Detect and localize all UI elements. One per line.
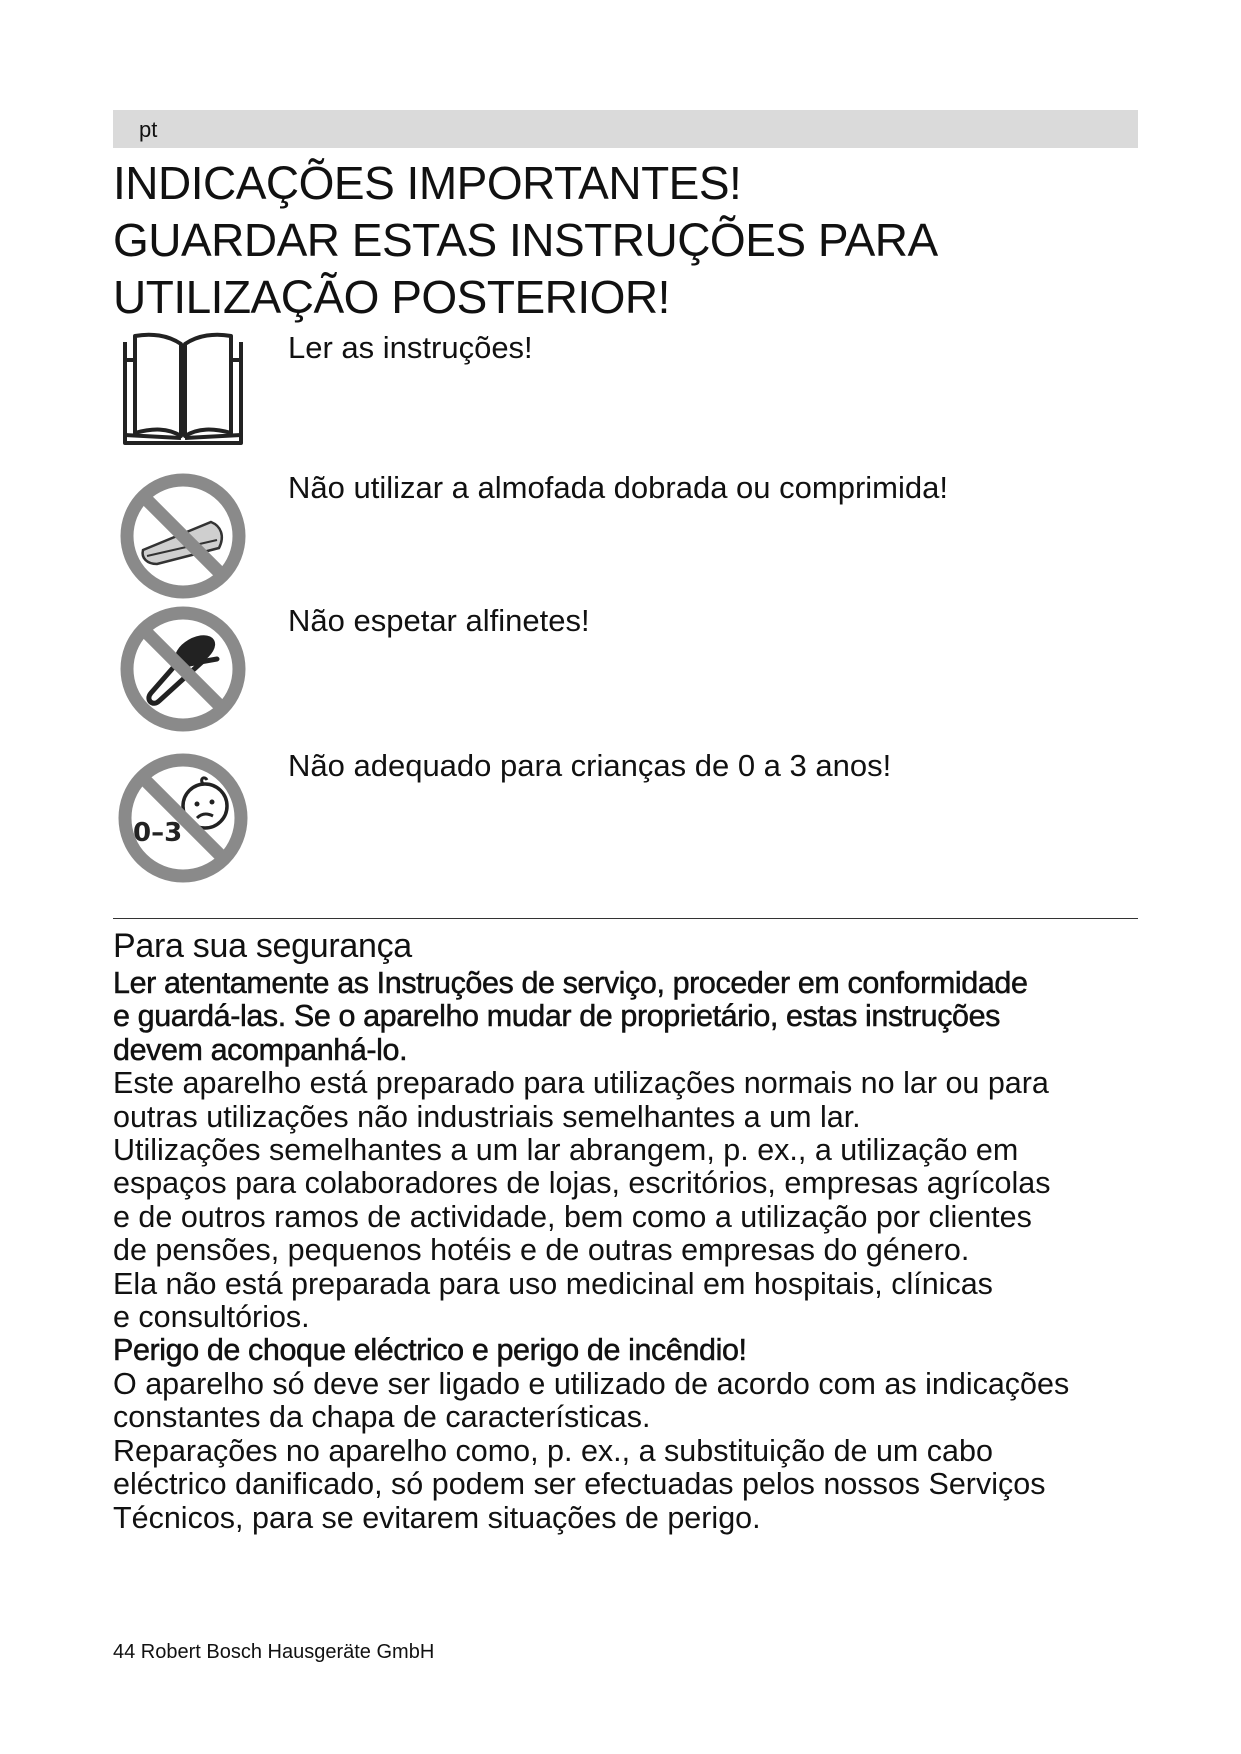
text-line: Técnicos, para se evitarem situações de perigo. bbox=[113, 1500, 761, 1535]
pictogram-text: Ler as instruções! bbox=[288, 330, 533, 365]
text-line: Ler atentamente as Instruções de serviço, proceder em conformidade bbox=[113, 966, 1028, 1000]
text-line: eléctrico danificado, só podem ser efectuadas pelos nossos Serviços bbox=[113, 1467, 1046, 1502]
language-code: pt bbox=[139, 117, 158, 142]
text-line: espaços para colaboradores de lojas, escritórios, empresas agrícolas bbox=[113, 1166, 1051, 1201]
pictogram-text: Não utilizar a almofada dobrada ou comprimida! bbox=[288, 470, 948, 505]
safety-intro-paragraph bbox=[113, 967, 1183, 1067]
text-line: outras utilizações não industriais semelhantes a um lar. bbox=[113, 1099, 861, 1134]
text-line: e de outros ramos de actividade, bem como a utilização por clientes bbox=[113, 1199, 1032, 1234]
safety-heading: Para sua segurança bbox=[113, 927, 412, 965]
page-footer: 44 Robert Bosch Hausgeräte GmbH bbox=[113, 1641, 435, 1663]
text-line: constantes da chapa de características. bbox=[113, 1400, 651, 1435]
page-title bbox=[113, 155, 938, 326]
safety-section bbox=[113, 925, 1183, 1535]
text-line: e guardá-las. Se o aparelho mudar de proprietário, estas instruções bbox=[113, 999, 1001, 1034]
pictogram-row-not-for-children bbox=[113, 748, 1113, 888]
title-line-3: UTILIZAÇÃO POSTERIOR! bbox=[113, 271, 670, 323]
language-bar bbox=[113, 110, 1138, 148]
text-line: Utilizações semelhantes a um lar abrangem, p. ex., a utilização em bbox=[113, 1133, 1019, 1168]
pictogram-text: Não espetar alfinetes! bbox=[288, 603, 590, 638]
title-line-1: INDICAÇÕES IMPORTANTES! bbox=[113, 157, 742, 209]
no-folded-pad-icon bbox=[113, 470, 263, 610]
not-for-children-0-3-icon bbox=[113, 748, 263, 888]
text-line: O aparelho só deve ser ligado e utilizado de acordo com as indicações bbox=[113, 1366, 1070, 1401]
text-line: Perigo de choque eléctrico e perigo de incêndio! bbox=[113, 1333, 747, 1368]
section-divider bbox=[113, 918, 1138, 919]
text-line: Ela não está preparada para uso medicinal em hospitais, clínicas bbox=[113, 1266, 993, 1301]
read-instructions-book-icon bbox=[113, 330, 263, 470]
danger-heading bbox=[113, 1334, 1183, 1367]
text-line: Este aparelho está preparado para utilizações normais no lar ou para bbox=[113, 1066, 1049, 1101]
pictogram-text: Não adequado para crianças de 0 a 3 anos! bbox=[288, 748, 892, 783]
pictogram-row-no-safety-pin bbox=[113, 603, 1113, 743]
usage-paragraph bbox=[113, 1067, 1183, 1334]
text-line: de pensões, pequenos hotéis e de outras empresas do género. bbox=[113, 1233, 970, 1268]
no-safety-pin-icon bbox=[113, 603, 263, 743]
danger-paragraph bbox=[113, 1368, 1183, 1535]
pictogram-row-read-instructions bbox=[113, 330, 1113, 470]
age-range-label: 0–3 bbox=[133, 818, 183, 848]
pictogram-row-no-folded-pad bbox=[113, 470, 1113, 610]
text-line: Reparações no aparelho como, p. ex., a substituição de um cabo bbox=[113, 1433, 993, 1468]
text-line: devem acompanhá-lo. bbox=[113, 1032, 408, 1067]
text-line: e consultórios. bbox=[113, 1300, 310, 1335]
title-line-2: GUARDAR ESTAS INSTRUÇÕES PARA bbox=[113, 214, 938, 266]
